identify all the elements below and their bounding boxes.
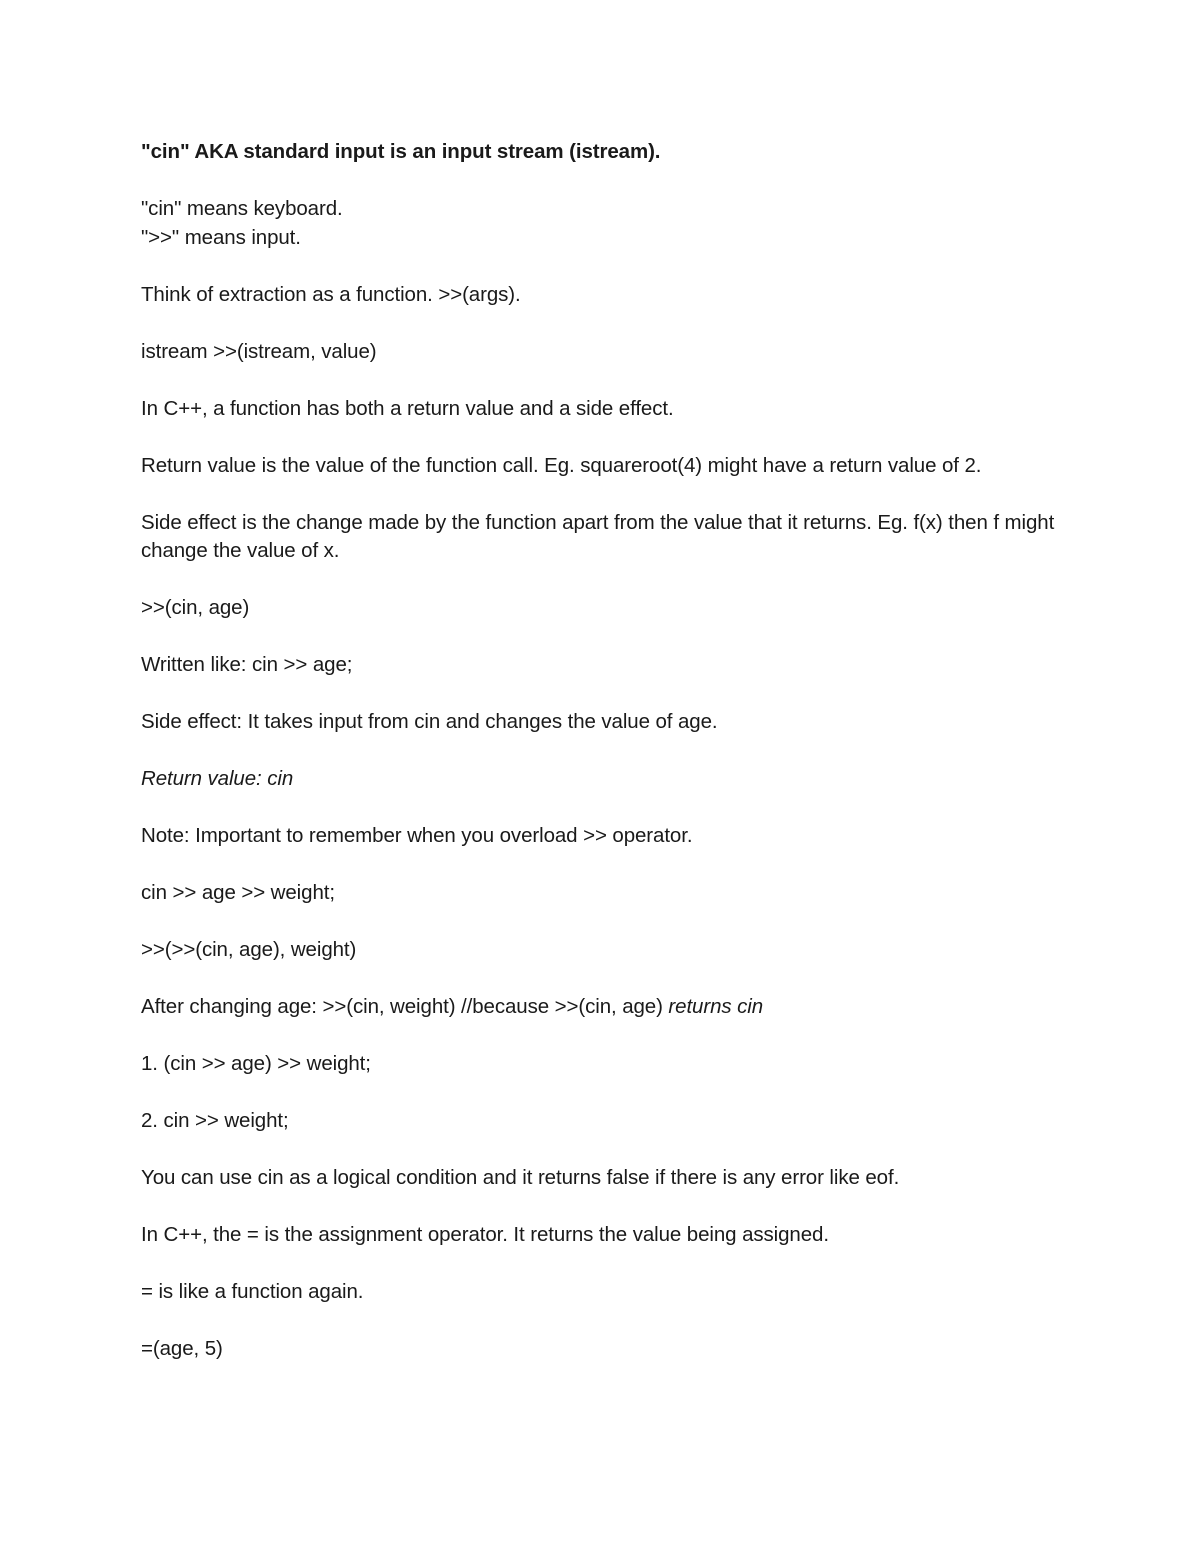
paragraph-chain-call: >>(>>(cin, age), weight) — [141, 938, 357, 961]
paragraph-cin-means: "cin" means keyboard. — [141, 197, 343, 220]
paragraph-cpp-function: In C++, a function has both a return value and a side effect. — [141, 396, 674, 420]
paragraph-side-effect-cin: Side effect: It takes input from cin and changes the value of age. — [141, 710, 718, 733]
spacer — [141, 680, 1071, 709]
paragraph-side-effect: Side effect is the change made by the function apart from the value that it returns. Eg. f(x) then f might change the value of x. — [141, 510, 1055, 562]
spacer — [141, 965, 1071, 994]
paragraph-note: Note: Important to remember when you overload >> operator. — [141, 824, 693, 847]
spacer — [141, 1079, 1071, 1108]
spacer — [141, 480, 1071, 509]
document-title: "cin" AKA standard input is an input stream (istream). — [141, 140, 661, 163]
paragraph-chain: cin >> age >> weight; — [141, 881, 335, 904]
spacer — [141, 423, 1071, 452]
paragraph-after-changing — [141, 993, 1071, 1022]
paragraph-assign-call: =(age, 5) — [141, 1337, 223, 1360]
spacer — [141, 1136, 1071, 1165]
paragraph-assign-function: = is like a function again. — [141, 1280, 364, 1303]
spacer — [141, 566, 1071, 595]
paragraph-op-means: ">>" means input. — [141, 225, 301, 249]
paragraph-think: Think of extraction as a function. >>(args). — [141, 282, 521, 306]
paragraph-assignment: In C++, the = is the assignment operator. It returns the value being assigned. — [141, 1223, 829, 1246]
spacer — [141, 1022, 1071, 1051]
spacer — [141, 908, 1071, 937]
spacer — [141, 623, 1071, 652]
spacer — [141, 1193, 1071, 1222]
paragraph-istream-signature: istream >>(istream, value) — [141, 339, 377, 363]
paragraph-step-2: 2. cin >> weight; — [141, 1109, 289, 1132]
spacer — [141, 252, 1071, 281]
paragraph-return-value: Return value is the value of the function call. Eg. squareroot(4) might have a return value of 2. — [141, 453, 982, 477]
paragraph-logical-condition: You can use cin as a logical condition and it returns false if there is any error like eof. — [141, 1166, 900, 1189]
after-changing-italic: returns cin — [668, 995, 764, 1018]
spacer — [141, 1307, 1071, 1336]
spacer — [141, 1250, 1071, 1279]
paragraph-call-form: >>(cin, age) — [141, 596, 250, 619]
spacer — [141, 366, 1071, 395]
paragraph-step-1: 1. (cin >> age) >> weight; — [141, 1052, 371, 1075]
document-body — [141, 138, 1071, 1364]
paragraph-written-like: Written like: cin >> age; — [141, 653, 353, 676]
spacer — [141, 737, 1071, 766]
spacer — [141, 851, 1071, 880]
paragraph-return-value-cin: Return value: cin — [141, 767, 294, 790]
spacer — [141, 794, 1071, 823]
spacer — [141, 167, 1071, 196]
after-changing-text: After changing age: >>(cin, weight) //because >>(cin, age) — [141, 995, 669, 1018]
spacer — [141, 309, 1071, 338]
